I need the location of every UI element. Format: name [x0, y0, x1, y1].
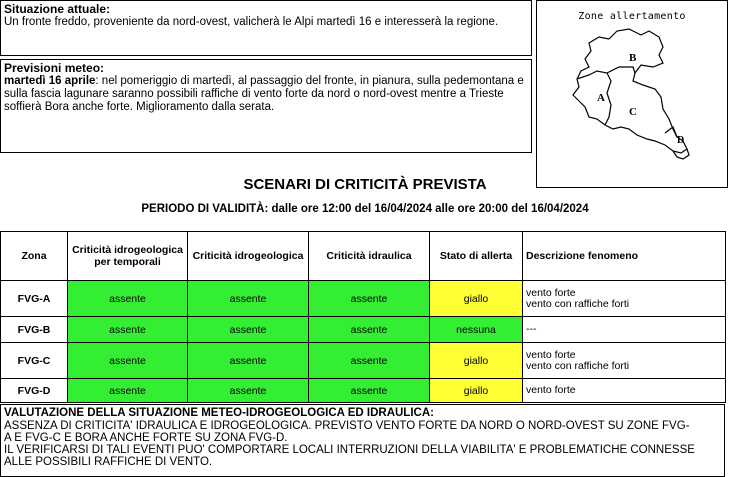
zone-b-boundary: [607, 67, 635, 73]
descrizione-cell: [523, 379, 726, 403]
descrizione-line: vento con raffiche forti: [526, 359, 630, 372]
criticita-cell: assente: [309, 343, 430, 379]
zone-a-boundary: [577, 71, 611, 125]
previsioni-box: [0, 59, 532, 153]
valutazione-box: [0, 404, 725, 477]
allerta-cell: giallo: [430, 343, 523, 379]
previsioni-day: martedì 16 aprile: [4, 75, 96, 87]
criticita-cell: assente: [188, 343, 309, 379]
map-title: Zone allertamento: [578, 11, 686, 22]
zone-map: [537, 1, 727, 187]
header-descrizione: Descrizione fenomeno: [523, 232, 726, 281]
header-criticita-idraulica: Criticità idraulica: [309, 232, 430, 281]
descrizione-line: vento con raffiche forti: [526, 297, 630, 310]
zone-map-box: [536, 0, 728, 188]
descrizione-line: ---: [526, 323, 537, 335]
descrizione-cell: [523, 281, 726, 317]
zone-cell: FVG-A: [1, 281, 68, 317]
allerta-cell: giallo: [430, 379, 523, 403]
criticita-cell: assente: [68, 343, 188, 379]
header-criticita-idrogeologica: Criticità idrogeologica: [188, 232, 309, 281]
table-row: [1, 281, 726, 317]
table-row: [1, 343, 726, 379]
situazione-title: Situazione attuale:: [4, 2, 111, 16]
descrizione-line: vento forte: [526, 348, 576, 361]
valutazione-title: VALUTAZIONE DELLA SITUAZIONE METEO-IDROGEOLOGICA ED IDRAULICA:: [4, 407, 434, 419]
previsioni-text: [4, 75, 528, 114]
descrizione-line: vento forte: [526, 286, 576, 299]
previsioni-title: Previsioni meteo:: [4, 61, 105, 75]
zone-cell: FVG-B: [1, 317, 68, 343]
header-criticita-temporali: Criticità idrogeologica per temporali: [68, 232, 188, 281]
zone-label-d: D: [677, 135, 685, 146]
valutazione-line: ASSENZA DI CRITICITA' IDRAULICA E IDROGEOLOGICA. PREVISTO VENTO FORTE DA NORD O NORD-OVEST SU ZONE FVG-: [4, 420, 690, 432]
table-row: [1, 317, 726, 343]
descrizione-line: vento forte: [526, 384, 576, 396]
scenari-title: SCENARI DI CRITICITÀ PREVISTA: [243, 176, 487, 193]
criticita-table: [0, 231, 726, 403]
criticita-cell: assente: [188, 317, 309, 343]
descrizione-cell: [523, 343, 726, 379]
table-header-row: [1, 232, 726, 281]
zone-cell: FVG-C: [1, 343, 68, 379]
criticita-cell: assente: [309, 317, 430, 343]
zone-d-tail: [673, 149, 689, 159]
zone-cell: FVG-D: [1, 379, 68, 403]
zone-label-c: C: [629, 106, 637, 118]
region-outline: [573, 29, 687, 153]
previsioni-body: : nel pomeriggio di martedì, al passaggio del fronte, in pianura, sulla pedemontana e sulla fascia lagunare saranno possibili raffiche di vento forte da nord o nord-ovest mentre a Trieste soffierà Bora anche forte. Miglioramento dalla serata.: [4, 75, 524, 113]
header-zona: Zona: [1, 232, 68, 281]
criticita-cell: assente: [68, 281, 188, 317]
valutazione-line: IL VERIFICARSI DI TALI EVENTI PUO' COMPORTARE LOCALI INTERRUZIONI DELLA VIABILITA' E PROBLEMATICHE CONNESSE: [4, 444, 695, 456]
criticita-cell: assente: [309, 281, 430, 317]
situazione-text: Un fronte freddo, proveniente da nord-ovest, valicherà le Alpi martedì 16 e interesserà la regione.: [4, 16, 499, 28]
criticita-cell: assente: [68, 317, 188, 343]
criticita-cell: assente: [188, 379, 309, 403]
situazione-box: [0, 0, 532, 56]
zone-d-boundary: [665, 127, 677, 137]
criticita-cell: assente: [188, 281, 309, 317]
valutazione-line: ALLE POSSIBILI RAFFICHE DI VENTO.: [4, 456, 213, 468]
zone-label-b: B: [629, 52, 637, 64]
criticita-cell: assente: [68, 379, 188, 403]
allerta-cell: nessuna: [430, 317, 523, 343]
table-row: [1, 379, 726, 403]
zone-label-a: A: [597, 92, 605, 104]
descrizione-cell: [523, 317, 726, 343]
criticita-cell: assente: [309, 379, 430, 403]
allerta-cell: giallo: [430, 281, 523, 317]
periodo-validita: PERIODO DI VALIDITÀ: dalle ore 12:00 del 16/04/2024 alle ore 20:00 del 16/04/2024: [141, 203, 589, 215]
valutazione-line: A E FVG-C E BORA ANCHE FORTE SU ZONA FVG-D.: [4, 432, 288, 444]
header-stato-allerta: Stato di allerta: [430, 232, 523, 281]
